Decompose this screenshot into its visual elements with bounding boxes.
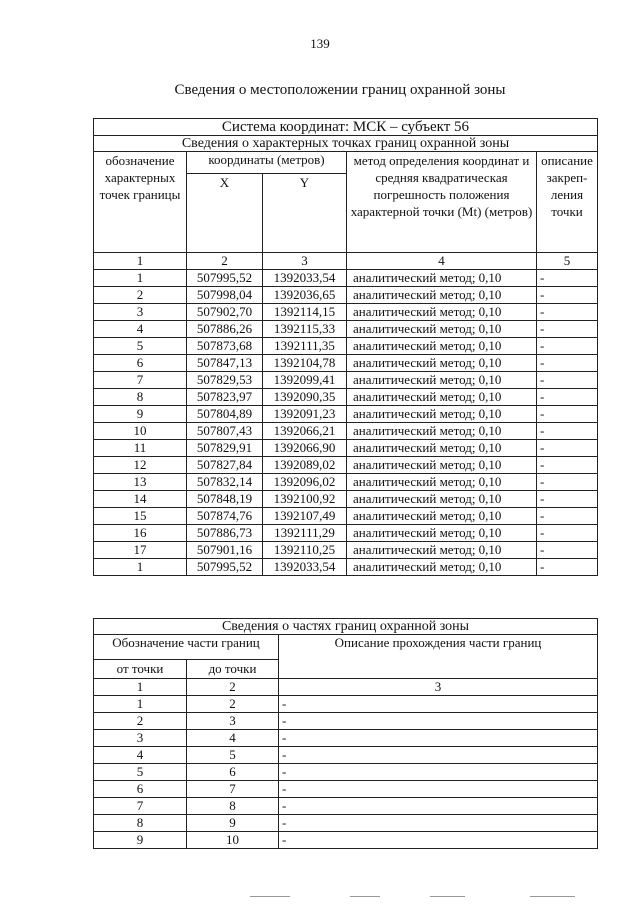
method-cell: аналитический метод; 0,10 [347, 355, 537, 372]
point-number: 2 [94, 287, 187, 304]
part-description: - [279, 832, 598, 849]
table-row [94, 815, 598, 832]
description-cell: - [537, 287, 598, 304]
point-number: 15 [94, 508, 187, 525]
point-number: 12 [94, 457, 187, 474]
description-cell: - [537, 355, 598, 372]
method-cell: аналитический метод; 0,10 [347, 338, 537, 355]
coord-x: 507829,53 [187, 372, 263, 389]
table-row [94, 389, 598, 406]
method-cell: аналитический метод; 0,10 [347, 508, 537, 525]
point-number: 8 [94, 389, 187, 406]
part-description: - [279, 798, 598, 815]
coord-y: 1392100,92 [263, 491, 347, 508]
table-row [94, 321, 598, 338]
point-number: 4 [94, 321, 187, 338]
from-point: 5 [94, 764, 187, 781]
description-cell: - [537, 457, 598, 474]
table-row [94, 798, 598, 815]
table-row [94, 525, 598, 542]
coord-x: 507995,52 [187, 270, 263, 287]
coord-y: 1392110,25 [263, 542, 347, 559]
coord-y: 1392066,90 [263, 440, 347, 457]
description-cell: - [537, 440, 598, 457]
to-point: 3 [187, 713, 279, 730]
coord-x: 507848,19 [187, 491, 263, 508]
table-row [94, 270, 598, 287]
column-number: 3 [263, 253, 347, 270]
header-from-point: от точки [94, 660, 187, 679]
point-number: 11 [94, 440, 187, 457]
coord-y: 1392111,29 [263, 525, 347, 542]
from-point: 4 [94, 747, 187, 764]
coord-y: 1392033,54 [263, 270, 347, 287]
to-point: 7 [187, 781, 279, 798]
header-x: X [187, 173, 263, 252]
from-point: 1 [94, 696, 187, 713]
part-description: - [279, 781, 598, 798]
to-point: 2 [187, 696, 279, 713]
header-description: описание закреп-ления точки [537, 152, 598, 253]
coordinate-system: Система координат: МСК – субъект 56 [94, 119, 598, 136]
table-row [94, 747, 598, 764]
description-cell: - [537, 321, 598, 338]
coord-x: 507804,89 [187, 406, 263, 423]
boundary-points-table [93, 118, 598, 576]
header-coordinates: координаты (метров) [187, 152, 347, 174]
point-number: 6 [94, 355, 187, 372]
table-row [94, 440, 598, 457]
from-point: 2 [94, 713, 187, 730]
part-description: - [279, 747, 598, 764]
method-cell: аналитический метод; 0,10 [347, 372, 537, 389]
description-cell: - [537, 338, 598, 355]
column-number: 2 [187, 679, 279, 696]
description-cell: - [537, 525, 598, 542]
table-row [94, 508, 598, 525]
coord-x: 507901,16 [187, 542, 263, 559]
coord-x: 507827,84 [187, 457, 263, 474]
column-number: 1 [94, 679, 187, 696]
method-cell: аналитический метод; 0,10 [347, 406, 537, 423]
table-row [94, 559, 598, 576]
method-cell: аналитический метод; 0,10 [347, 457, 537, 474]
to-point: 10 [187, 832, 279, 849]
header-part-description: Описание прохождения части границ [279, 635, 598, 679]
method-cell: аналитический метод; 0,10 [347, 542, 537, 559]
to-point: 5 [187, 747, 279, 764]
description-cell: - [537, 559, 598, 576]
table-row [94, 406, 598, 423]
coord-y: 1392107,49 [263, 508, 347, 525]
coord-x: 507807,43 [187, 423, 263, 440]
coord-x: 507832,14 [187, 474, 263, 491]
header-point-designation: обозначение характерных точек границы [94, 152, 187, 253]
table-row [94, 696, 598, 713]
description-cell: - [537, 491, 598, 508]
point-number: 7 [94, 372, 187, 389]
method-cell: аналитический метод; 0,10 [347, 474, 537, 491]
coord-y: 1392099,41 [263, 372, 347, 389]
header-y: Y [263, 173, 347, 252]
coord-y: 1392066,21 [263, 423, 347, 440]
method-cell: аналитический метод; 0,10 [347, 270, 537, 287]
column-number: 1 [94, 253, 187, 270]
table-row [94, 542, 598, 559]
coord-y: 1392033,54 [263, 559, 347, 576]
coord-y: 1392091,23 [263, 406, 347, 423]
to-point: 8 [187, 798, 279, 815]
column-number: 3 [279, 679, 598, 696]
column-number: 5 [537, 253, 598, 270]
section-title-parts: Сведения о частях границ охранной зоны [94, 619, 598, 635]
coord-x: 507998,04 [187, 287, 263, 304]
point-number: 10 [94, 423, 187, 440]
coord-x: 507995,52 [187, 559, 263, 576]
table-row [94, 287, 598, 304]
part-description: - [279, 696, 598, 713]
coord-y: 1392111,35 [263, 338, 347, 355]
coord-x: 507902,70 [187, 304, 263, 321]
table-row [94, 372, 598, 389]
description-cell: - [537, 423, 598, 440]
method-cell: аналитический метод; 0,10 [347, 423, 537, 440]
table-row [94, 730, 598, 747]
method-cell: аналитический метод; 0,10 [347, 491, 537, 508]
table-row [94, 457, 598, 474]
column-number-row [94, 253, 598, 270]
coord-y: 1392104,78 [263, 355, 347, 372]
document-title: Сведения о местоположении границ охранной зоны [174, 82, 506, 98]
parts-column-number-row [94, 679, 598, 696]
point-number: 1 [94, 559, 187, 576]
coord-y: 1392036,65 [263, 287, 347, 304]
section-title-points: Сведения о характерных точках границ охранной зоны [94, 136, 598, 152]
coord-x: 507873,68 [187, 338, 263, 355]
from-point: 7 [94, 798, 187, 815]
table-row [94, 338, 598, 355]
description-cell: - [537, 474, 598, 491]
table-row [94, 764, 598, 781]
part-description: - [279, 764, 598, 781]
point-number: 14 [94, 491, 187, 508]
table-row [94, 713, 598, 730]
point-number: 1 [94, 270, 187, 287]
column-number: 2 [187, 253, 263, 270]
from-point: 9 [94, 832, 187, 849]
boundary-parts-table [93, 618, 598, 849]
method-cell: аналитический метод; 0,10 [347, 525, 537, 542]
method-cell: аналитический метод; 0,10 [347, 559, 537, 576]
table-row [94, 304, 598, 321]
from-point: 3 [94, 730, 187, 747]
description-cell: - [537, 508, 598, 525]
footer-scan-marks [240, 896, 600, 900]
description-cell: - [537, 406, 598, 423]
header-part-designation: Обозначение части границ [94, 635, 279, 660]
table-row [94, 781, 598, 798]
coord-x: 507823,97 [187, 389, 263, 406]
coord-x: 507829,91 [187, 440, 263, 457]
to-point: 6 [187, 764, 279, 781]
coord-x: 507847,13 [187, 355, 263, 372]
description-cell: - [537, 372, 598, 389]
coord-x: 507874,76 [187, 508, 263, 525]
coord-x: 507886,73 [187, 525, 263, 542]
description-cell: - [537, 389, 598, 406]
coord-y: 1392114,15 [263, 304, 347, 321]
part-description: - [279, 730, 598, 747]
method-cell: аналитический метод; 0,10 [347, 321, 537, 338]
coord-x: 507886,26 [187, 321, 263, 338]
coord-y: 1392090,35 [263, 389, 347, 406]
header-to-point: до точки [187, 660, 279, 679]
method-cell: аналитический метод; 0,10 [347, 304, 537, 321]
table-row [94, 832, 598, 849]
column-number: 4 [347, 253, 537, 270]
table-row [94, 491, 598, 508]
point-number: 13 [94, 474, 187, 491]
point-number: 17 [94, 542, 187, 559]
part-description: - [279, 713, 598, 730]
page-number: 139 [310, 36, 330, 51]
coord-y: 1392089,02 [263, 457, 347, 474]
header-method: метод определения координат и средняя квадратическая погрешность положения характерной точки (Mt) (метров) [347, 152, 537, 253]
to-point: 9 [187, 815, 279, 832]
table-row [94, 423, 598, 440]
description-cell: - [537, 304, 598, 321]
point-number: 16 [94, 525, 187, 542]
point-number: 5 [94, 338, 187, 355]
method-cell: аналитический метод; 0,10 [347, 440, 537, 457]
coord-y: 1392115,33 [263, 321, 347, 338]
to-point: 4 [187, 730, 279, 747]
description-cell: - [537, 270, 598, 287]
point-number: 3 [94, 304, 187, 321]
description-cell: - [537, 542, 598, 559]
from-point: 8 [94, 815, 187, 832]
method-cell: аналитический метод; 0,10 [347, 287, 537, 304]
table-row [94, 355, 598, 372]
method-cell: аналитический метод; 0,10 [347, 389, 537, 406]
point-number: 9 [94, 406, 187, 423]
coord-y: 1392096,02 [263, 474, 347, 491]
from-point: 6 [94, 781, 187, 798]
table-row [94, 474, 598, 491]
part-description: - [279, 815, 598, 832]
